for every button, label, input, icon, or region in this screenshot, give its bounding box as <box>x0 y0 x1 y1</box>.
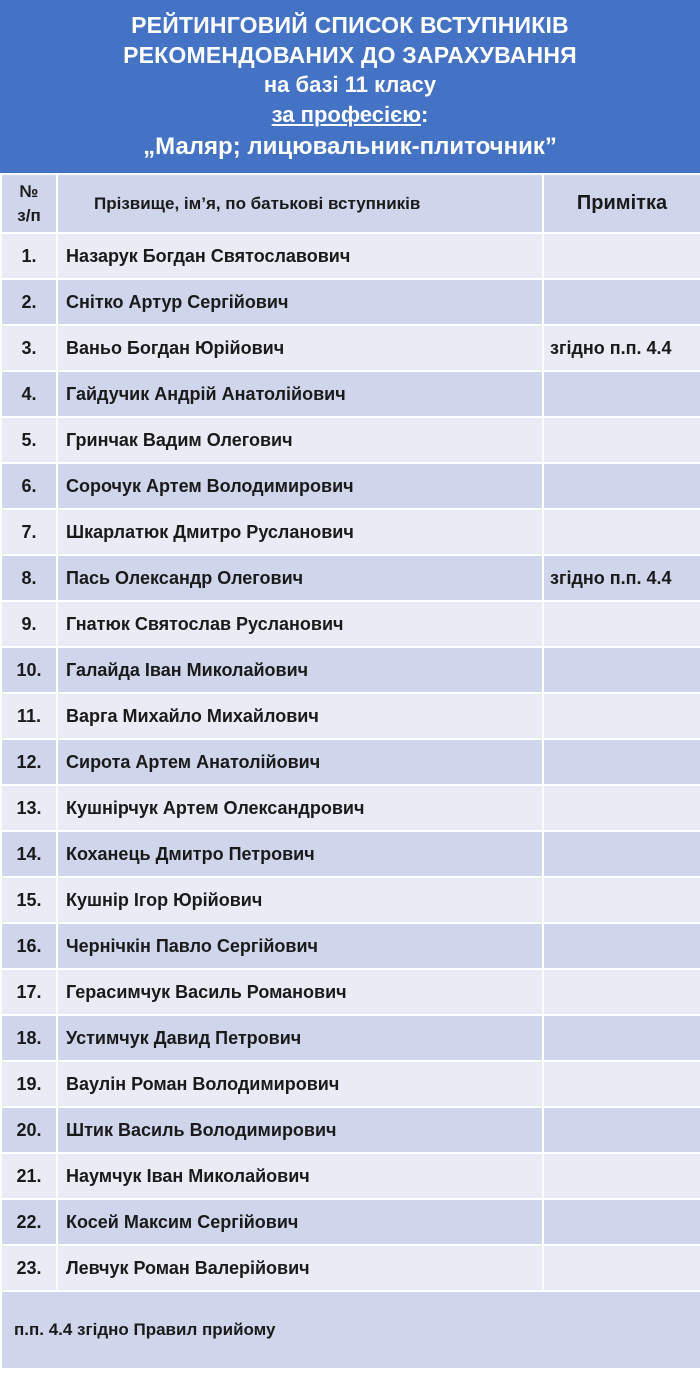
applicant-name: Сорочук Артем Володимирович <box>57 463 543 509</box>
row-note <box>543 831 700 877</box>
applicant-name: Гринчак Вадим Олегович <box>57 417 543 463</box>
row-note <box>543 647 700 693</box>
table-row <box>1 509 700 555</box>
table-row <box>1 371 700 417</box>
row-note <box>543 509 700 555</box>
footer-row <box>1 1291 700 1369</box>
table-row <box>1 647 700 693</box>
applicant-name: Ваулін Роман Володимирович <box>57 1061 543 1107</box>
applicant-name: Левчук Роман Валерійович <box>57 1245 543 1291</box>
applicant-name: Кушнірчук Артем Олександрович <box>57 785 543 831</box>
applicant-name: Штик Василь Володимирович <box>57 1107 543 1153</box>
row-number: 8. <box>1 555 57 601</box>
title-line-4 <box>0 100 700 130</box>
table-row <box>1 325 700 371</box>
footer-note: п.п. 4.4 згідно Правил прийому <box>1 1291 700 1369</box>
profession-name: „Маляр; лицювальник-плиточник” <box>143 133 557 160</box>
table-row <box>1 969 700 1015</box>
title-line-1: РЕЙТИНГОВИЙ СПИСОК ВСТУПНИКІВ <box>131 12 569 38</box>
row-note <box>543 693 700 739</box>
row-number: 18. <box>1 1015 57 1061</box>
applicant-name: Шкарлатюк Дмитро Русланович <box>57 509 543 555</box>
row-note <box>543 1245 700 1291</box>
row-note <box>543 463 700 509</box>
table-row <box>1 923 700 969</box>
table-row <box>1 601 700 647</box>
row-note <box>543 969 700 1015</box>
row-note <box>543 877 700 923</box>
row-note: згідно п.п. 4.4 <box>543 325 700 371</box>
row-number: 3. <box>1 325 57 371</box>
row-number: 11. <box>1 693 57 739</box>
table-row <box>1 877 700 923</box>
row-note <box>543 1107 700 1153</box>
row-number: 1. <box>1 233 57 279</box>
row-number: 15. <box>1 877 57 923</box>
row-note <box>543 1015 700 1061</box>
table-row <box>1 1199 700 1245</box>
row-note <box>543 1153 700 1199</box>
row-note <box>543 1199 700 1245</box>
table-row <box>1 233 700 279</box>
column-header-number <box>1 174 57 233</box>
row-number: 10. <box>1 647 57 693</box>
applicant-name: Устимчук Давид Петрович <box>57 1015 543 1061</box>
row-number: 12. <box>1 739 57 785</box>
table-header-row <box>1 174 700 233</box>
table-row <box>1 1015 700 1061</box>
table-row <box>1 693 700 739</box>
applicant-name: Гайдучик Андрій Анатолійович <box>57 371 543 417</box>
row-number: 5. <box>1 417 57 463</box>
column-header-number-line1: № <box>19 181 39 201</box>
applicant-name: Косей Максим Сергійович <box>57 1199 543 1245</box>
row-number: 17. <box>1 969 57 1015</box>
table-row <box>1 1245 700 1291</box>
table-row <box>1 417 700 463</box>
applicants-table <box>0 173 700 1370</box>
table-row <box>1 279 700 325</box>
row-note <box>543 923 700 969</box>
table-row <box>1 555 700 601</box>
table-row <box>1 739 700 785</box>
column-header-number-line2: з/п <box>17 205 41 225</box>
row-number: 7. <box>1 509 57 555</box>
row-number: 23. <box>1 1245 57 1291</box>
row-note <box>543 1061 700 1107</box>
row-number: 9. <box>1 601 57 647</box>
row-number: 13. <box>1 785 57 831</box>
title-line-3: на базі 11 класу <box>263 72 437 97</box>
applicant-name: Варга Михайло Михайлович <box>57 693 543 739</box>
row-note: згідно п.п. 4.4 <box>543 555 700 601</box>
column-header-name: Прізвище, ім’я, по батькові вступників <box>57 174 543 233</box>
row-number: 2. <box>1 279 57 325</box>
profession-label: за професією <box>271 102 422 127</box>
title-line-2: РЕКОМЕНДОВАНИХ ДО ЗАРАХУВАННЯ <box>123 42 577 68</box>
row-note <box>543 785 700 831</box>
document-header <box>0 0 700 173</box>
applicant-name: Герасимчук Василь Романович <box>57 969 543 1015</box>
row-note <box>543 371 700 417</box>
row-number: 14. <box>1 831 57 877</box>
row-note <box>543 233 700 279</box>
row-note <box>543 739 700 785</box>
row-number: 22. <box>1 1199 57 1245</box>
column-header-note: Примітка <box>543 174 700 233</box>
row-number: 21. <box>1 1153 57 1199</box>
table-row <box>1 463 700 509</box>
profession-colon: : <box>421 102 429 127</box>
applicant-name: Наумчук Іван Миколайович <box>57 1153 543 1199</box>
row-number: 4. <box>1 371 57 417</box>
row-number: 16. <box>1 923 57 969</box>
row-note <box>543 601 700 647</box>
applicant-name: Чернічкін Павло Сергійович <box>57 923 543 969</box>
row-note <box>543 279 700 325</box>
table-row <box>1 785 700 831</box>
table-row <box>1 1061 700 1107</box>
row-number: 6. <box>1 463 57 509</box>
applicant-name: Назарук Богдан Святославович <box>57 233 543 279</box>
table-row <box>1 831 700 877</box>
applicant-name: Сирота Артем Анатолійович <box>57 739 543 785</box>
table-row <box>1 1107 700 1153</box>
applicant-name: Снітко Артур Сергійович <box>57 279 543 325</box>
table-row <box>1 1153 700 1199</box>
applicant-name: Гнатюк Святослав Русланович <box>57 601 543 647</box>
applicant-name: Кушнір Ігор Юрійович <box>57 877 543 923</box>
applicant-name: Ваньо Богдан Юрійович <box>57 325 543 371</box>
row-number: 20. <box>1 1107 57 1153</box>
applicant-name: Галайда Іван Миколайович <box>57 647 543 693</box>
applicant-name: Пась Олександр Олегович <box>57 555 543 601</box>
row-note <box>543 417 700 463</box>
row-number: 19. <box>1 1061 57 1107</box>
applicant-name: Коханець Дмитро Петрович <box>57 831 543 877</box>
